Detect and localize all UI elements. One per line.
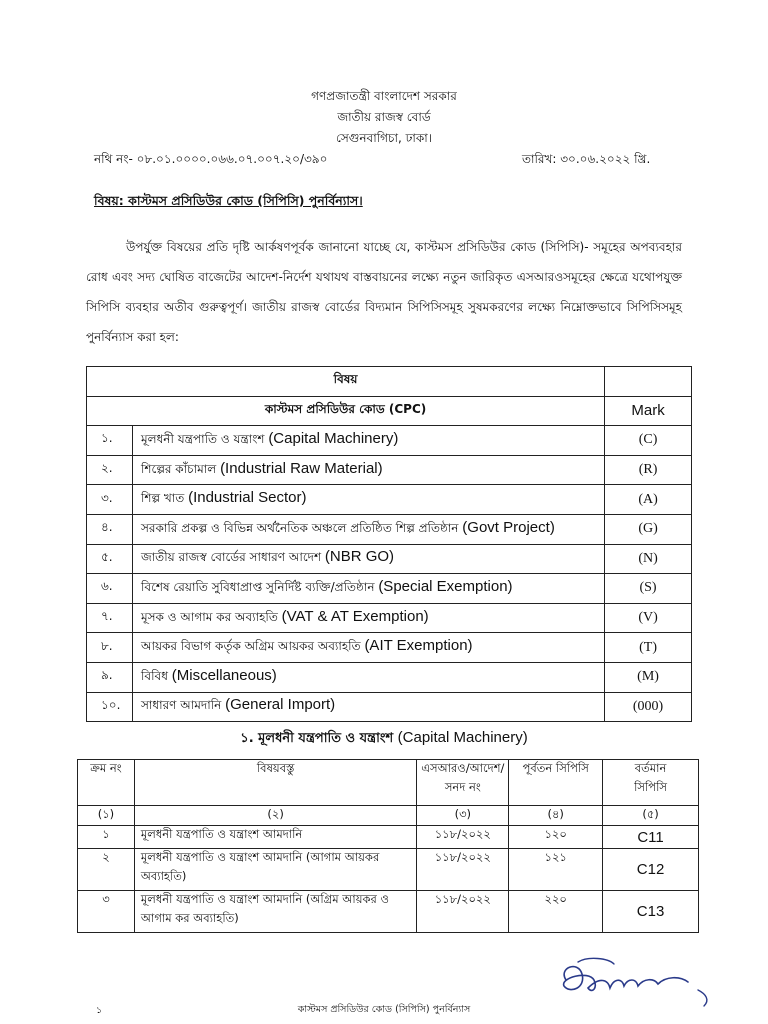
cpc-header-blank [605,367,692,397]
cpc-table-topic-row [87,367,692,397]
cpc-label [132,514,604,544]
cpc-label-bn: জাতীয় রাজস্ব বোর্ডের সাধারণ আদেশ [140,550,322,565]
cpc-header-mark: Mark [605,396,692,426]
table-row [87,514,692,544]
cpc-serial: ৪. [87,514,133,544]
cpc-header-code: কাস্টমস প্রসিডিউর কোড (CPC) [87,396,605,426]
cpc-label-en: (VAT & AT Exemption) [281,607,429,625]
cpc-table-header-row [87,396,692,426]
cpc-label [132,692,604,722]
table-row [87,574,692,604]
cpc-label-bn: মূসক ও আগাম কর অব্যাহতি [140,609,278,624]
cpc-mark: (M) [605,662,692,692]
cpc-serial: ৬. [87,574,133,604]
cpc-mark: (V) [605,603,692,633]
row-current-cpc: C12 [603,849,699,891]
cpc-label-bn: আয়কর বিভাগ কর্তৃক অগ্রিম আয়কর অব্যাহতি [140,639,361,654]
cpc-mark: (N) [605,544,692,574]
cpc-label-en: (Capital Machinery) [268,429,399,447]
cpc-serial: ৮. [87,633,133,663]
cpc-label-en: (General Import) [225,696,336,714]
cpc-table [86,366,692,722]
row-item: মূলধনী যন্ত্রপাতি ও যন্ত্রাংশ আমদানি [134,826,416,849]
cpc-label-bn: সরকারি প্রকল্প ও বিভিন্ন অর্থনৈতিক অঞ্চলে প্রতিষ্ঠিত শিল্প প্রতিষ্ঠান [140,520,459,535]
col-number: (২) [134,806,416,826]
col-header-sro [417,760,509,806]
table-row [87,633,692,663]
table-row [87,455,692,485]
cpc-label-en: (NBR GO) [324,548,395,566]
table-row [87,544,692,574]
col-number: (৫) [603,806,699,826]
signature-icon [548,950,718,1010]
table-row [87,692,692,722]
row-item: মূলধনী যন্ত্রপাতি ও যন্ত্রাংশ আমদানি (অগ্রিম আয়কর ও আগাম কর অব্যাহতি) [134,891,416,933]
cpc-header-topic: বিষয় [87,367,605,397]
table-row [87,426,692,456]
cpc-label-bn: শিল্প খাত [140,491,185,506]
row-serial: ২ [78,849,135,891]
cpc-label-en: (Miscellaneous) [171,666,277,684]
row-prev-cpc: ১২০ [509,826,603,849]
row-sro: ১১৮/২০২২ [417,849,509,891]
footer-title: কাস্টমস প্রসিডিউর কোড (সিপিসি) পুনর্বিন্যাস [297,1004,471,1015]
row-serial: ১ [78,826,135,849]
subject-line: বিষয়: কাস্টমস প্রসিডিউর কোড (সিপিসি) পুনর্বিন্যাস। [94,193,363,208]
cpc-serial: ৫. [87,544,133,574]
col-header-prev-cpc: পূর্বতন সিপিসি [509,760,603,806]
cpc-label [132,633,604,663]
cpc-label-en: (Special Exemption) [378,577,513,595]
table-row [87,662,692,692]
cpc-label [132,455,604,485]
col-header-current-cpc [603,760,699,806]
table-row [78,891,699,933]
col-number: (৪) [509,806,603,826]
board-header-line: জাতীয় রাজস্ব বোর্ড [337,110,431,124]
cpc-serial: ১. [87,426,133,456]
col-header-current-line2: সিপিসি [634,780,667,794]
cpc-label-bn: বিশেষ রেয়াতি সুবিধাপ্রাপ্ত সুনির্দিষ্ট ব্যক্তি/প্রতিষ্ঠান [140,579,375,594]
cpc-label [132,574,604,604]
col-header-item: বিষয়বস্তু [134,760,416,806]
col-header-sro-line2: সনদ নং [444,780,481,794]
cpc-label [132,544,604,574]
cpc-serial: ৭. [87,603,133,633]
cpc-label-bn: সাধারণ আমদানি [140,698,222,713]
address-header-line: সেগুনবাগিচা, ঢাকা। [335,131,433,145]
cpc-label-en: (Industrial Raw Material) [220,459,383,477]
cpc-serial: ৯. [87,662,133,692]
cpc-mark: (000) [605,692,692,722]
row-current-cpc: C11 [603,826,699,849]
col-header-current-line1: বর্তমান [634,761,667,775]
table-row [78,849,699,891]
document-date: তারিখ: ৩০.০৬.২০২২ খ্রি. [522,152,651,166]
cpc-label-en: (AIT Exemption) [364,637,473,655]
cpc-label-en: (Govt Project) [462,518,555,536]
cpc-label [132,485,604,515]
cpc-serial: ১০. [87,692,133,722]
cpc-label-bn: মূলধনী যন্ত্রপাতি ও যন্ত্রাংশ [140,431,265,446]
cpc-label [132,426,604,456]
body-paragraph: উপর্যুক্ত বিষয়ের প্রতি দৃষ্টি আর্কষণপূর্বক জানানো যাচ্ছে যে, কাস্টমস প্রসিডিউর কোড (সিপিসি)- সমূহের অপব্যবহার রোধ এবং সদ্য ঘোষিত বাজেটের আদেশ-নির্দেশ যথাযথ বাস্তবায়নের লক্ষ্যে নতুন জারিকৃত এসআরওসমূহের ক্ষেত্রে যথোপযুক্ত সিপিসি ব্যবহার অতীব গুরুত্বপূর্ণ। জাতীয় রাজস্ব বোর্ডের বিদ্যমান সিপিসিসমূহ সুষমকরণের লক্ষ্যে নিম্নোক্তভাবে সিপিসিসমূহ পুনর্বিন্যাস করা হল: [86,240,682,344]
cpc-mark: (A) [605,485,692,515]
row-serial: ৩ [78,891,135,933]
cpc-mark: (T) [605,633,692,663]
row-current-cpc: C13 [603,891,699,933]
cpc-mark: (S) [605,574,692,604]
col-header-serial: ক্রম নং [78,760,135,806]
footer-page-number: ১ [96,1005,103,1016]
row-item: মূলধনী যন্ত্রপাতি ও যন্ত্রাংশ আমদানি (আগাম আয়কর অব্যাহতি) [134,849,416,891]
row-sro: ১১৮/২০২২ [417,826,509,849]
row-prev-cpc: ১২১ [509,849,603,891]
cpc-label [132,603,604,633]
section-title-bn: ১. মূলধনী যন্ত্রপাতি ও যন্ত্রাংশ [240,731,394,746]
file-number: নথি নং- ০৮.০১.০০০০.০৬৬.০৭.০০৭.২০/৩৯০ [94,152,328,166]
section-title [0,729,768,750]
cpc-serial: ২. [87,455,133,485]
govt-header-line: গণপ্রজাতন্ত্রী বাংলাদেশ সরকার [311,89,457,103]
col-number: (৩) [417,806,509,826]
cpc-mark: (G) [605,514,692,544]
row-sro: ১১৮/২০২২ [417,891,509,933]
table-row [87,485,692,515]
table-row [87,603,692,633]
capital-machinery-table [77,759,699,933]
cpc-serial: ৩. [87,485,133,515]
col-header-sro-line1: এসআরও/আদেশ/ [421,761,505,775]
table-row [78,826,699,849]
column-number-row [78,806,699,826]
row-prev-cpc: ২২০ [509,891,603,933]
cpc-label [132,662,604,692]
cpc-mark: (C) [605,426,692,456]
cpc-label-en: (Industrial Sector) [188,489,307,507]
col-number: (১) [78,806,135,826]
table-header-row [78,760,699,806]
section-title-en: (Capital Machinery) [397,729,528,746]
cpc-mark: (R) [605,455,692,485]
cpc-label-bn: শিল্পের কাঁচামাল [140,461,217,476]
cpc-label-bn: বিবিধ [140,668,168,683]
